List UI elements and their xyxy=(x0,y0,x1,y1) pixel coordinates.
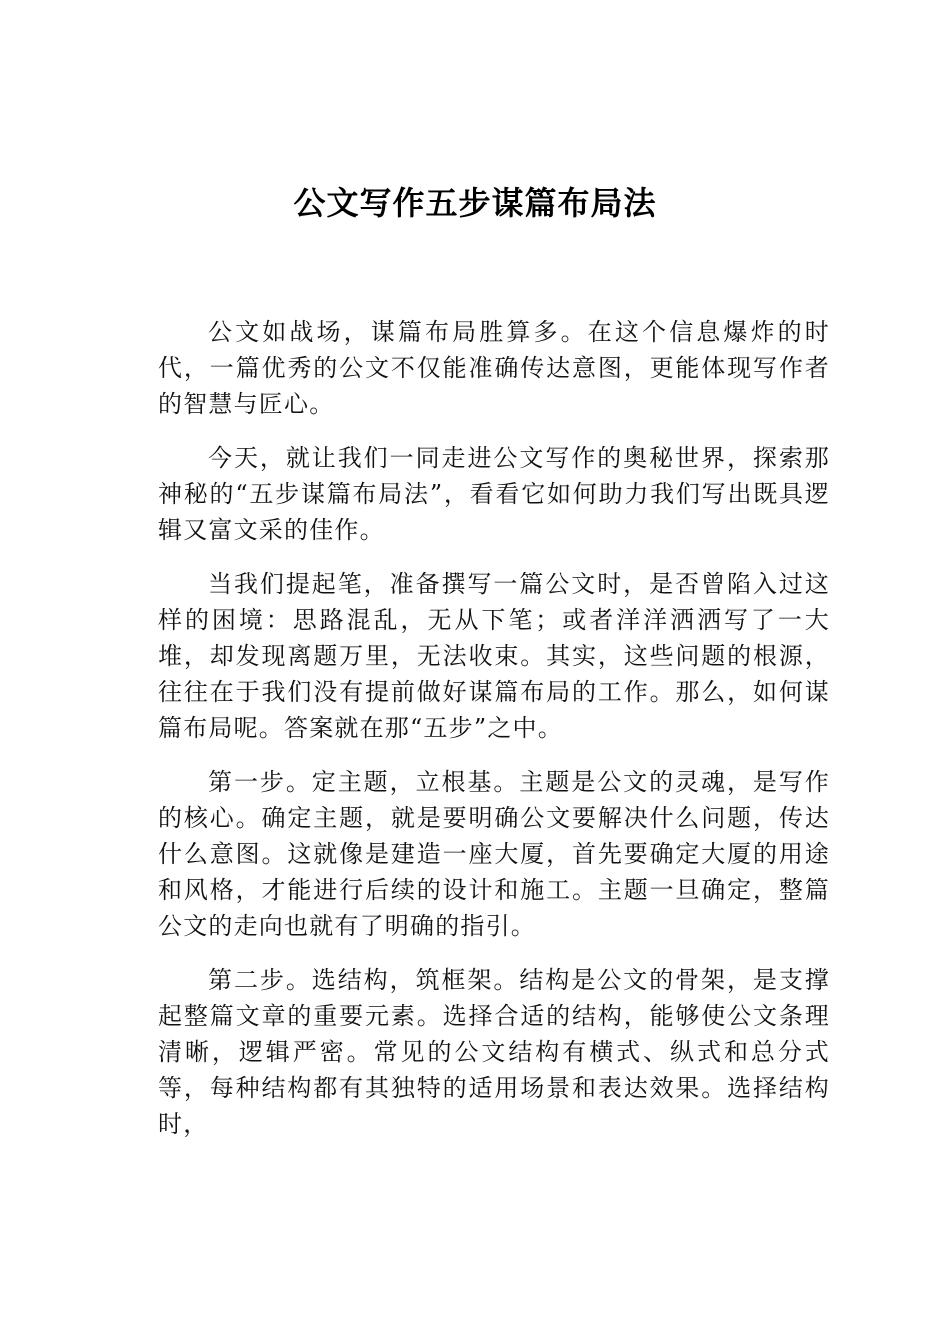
paragraph-2: 今天，就让我们一同走进公文写作的奥秘世界，探索那神秘的“五步谋篇布局法”，看看它如何助力我们写出既具逻辑又富文采的佳作。 xyxy=(158,444,830,544)
paragraph-4: 第一步。定主题，立根基。主题是公文的灵魂，是写作的核心。确定主题，就是要明确公文要解决什么问题，传达什么意图。这就像是建造一座大厦，首先要确定大厦的用途和风格，才能进行后续的设计和施工。主题一旦确定，整篇公文的走向也就有了明确的指引。 xyxy=(158,768,830,940)
paragraph-1: 公文如战场，谋篇布局胜算多。在这个信息爆炸的时代，一篇优秀的公文不仅能准确传达意图，更能体现写作者的智慧与匠心。 xyxy=(158,318,830,418)
paragraph-5: 第二步。选结构，筑框架。结构是公文的骨架，是支撑起整篇文章的重要元素。选择合适的结构，能够使公文条理清晰，逻辑严密。常见的公文结构有横式、纵式和总分式等，每种结构都有其独特的适用场景和表达效果。选择结构时， xyxy=(158,966,830,1138)
document-title: 公文写作五步谋篇布局法 xyxy=(293,184,657,222)
document-body xyxy=(158,314,830,1160)
paragraph-3: 当我们提起笔，准备撰写一篇公文时，是否曾陷入过这样的困境：思路混乱，无从下笔；或者洋洋洒洒写了一大堆，却发现离题万里，无法收束。其实，这些问题的根源，往往在于我们没有提前做好谋篇布局的工作。那么，如何谋篇布局呢。答案就在那“五步”之中。 xyxy=(158,570,830,742)
